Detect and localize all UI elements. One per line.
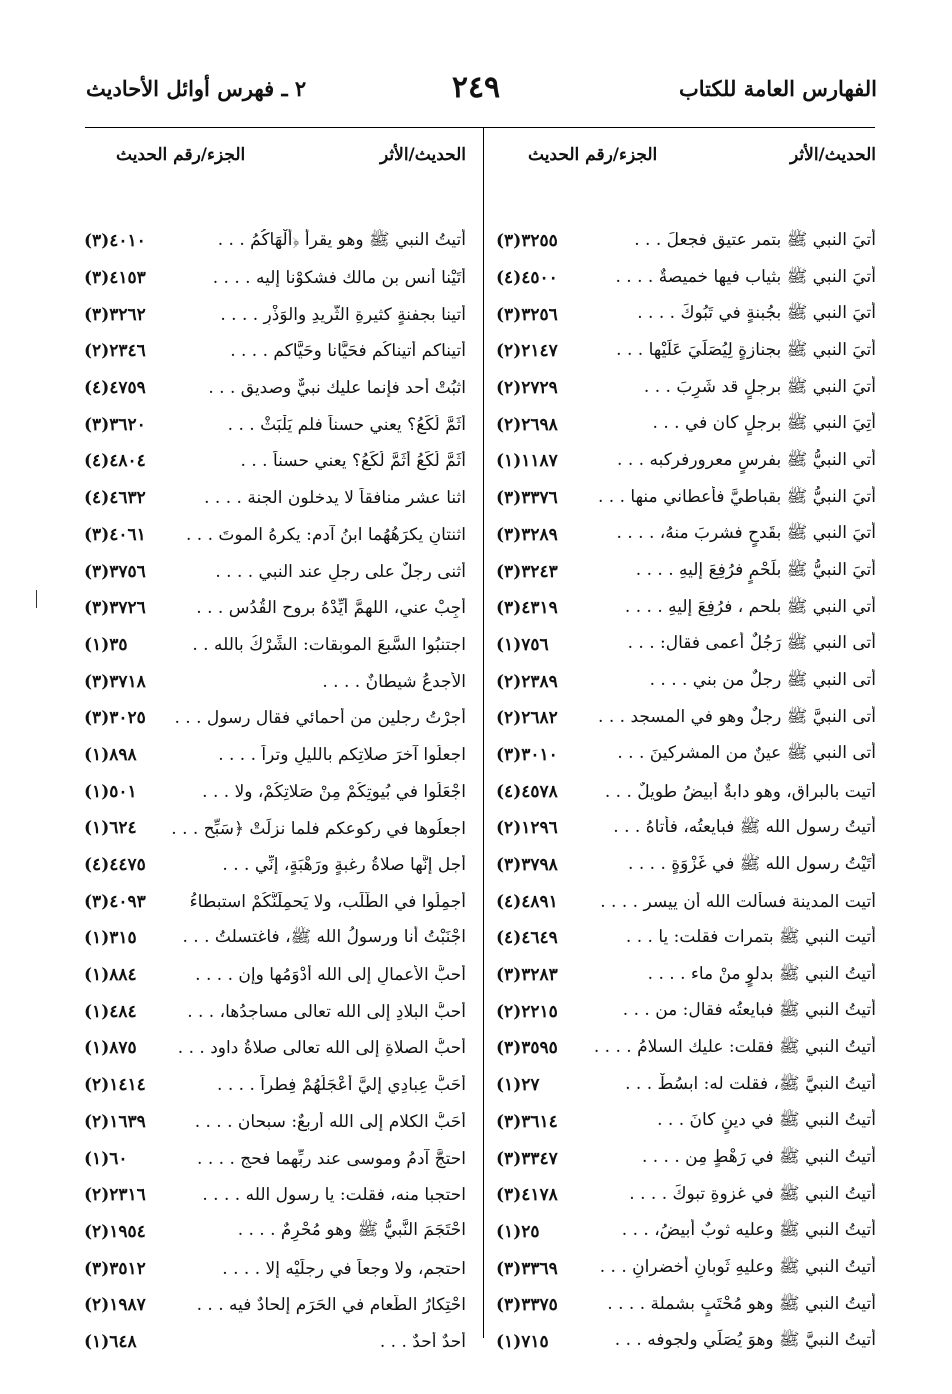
hadith-reference: ١٩٥٤(٢): [84, 1221, 146, 1242]
hadith-reference: ٣٧٩٨(٣): [496, 855, 558, 876]
hadith-text: أَحَبُّ الكلام إلى الله أربعٌ: سبحان . . . .: [194, 1111, 466, 1132]
index-entry: [84, 627, 466, 664]
hadith-reference: ٣٥٩٥(٣): [496, 1038, 558, 1059]
ref-column-heading: الجزء/رقم الحديث: [528, 145, 658, 165]
hadith-reference: ١٦٣٩(٢): [84, 1111, 146, 1132]
hadith-reference: ٧٥٦(١): [496, 634, 549, 655]
index-entry: [84, 920, 466, 957]
index-entry: [496, 553, 876, 590]
index-entry: [84, 700, 466, 737]
hadith-text: أتيتُ النبي ﷺ في دينٍ كانَ . . .: [657, 1110, 876, 1131]
index-entry: [496, 296, 876, 333]
index-entry: [496, 957, 876, 994]
hadith-reference: ٦٤٨(١): [84, 1331, 137, 1352]
hadith-reference: ٢٧(١): [496, 1075, 540, 1096]
hadith-text: أجمِلُوا في الطَّلَب، ولا يَحمِلَنَّكُمْ استبطاءُ: [189, 891, 466, 912]
hadith-text: أتيت المدينة فسألت الله أن ييسر . . . .: [600, 891, 876, 912]
index-entry: [496, 223, 876, 260]
index-entry: [496, 920, 876, 957]
index-entry: [84, 1250, 466, 1287]
hadith-text: اجعلُوها في ركوعكم فلما نزلَتْ ﴿سَبِّحِ . . .: [171, 818, 466, 839]
hadith-reference: ٣٢٦٢(٣): [84, 304, 146, 325]
hadith-reference: ٤٨٤(١): [84, 1001, 137, 1022]
index-entry: [496, 406, 876, 443]
hadith-reference: ٣٧٢٦(٣): [84, 598, 146, 619]
hadith-reference: ٨٩٨(١): [84, 744, 137, 765]
hadith-reference: ٣٠٢٥(٣): [84, 708, 146, 729]
hadith-reference: ٤٦٤٩(٤): [496, 928, 558, 949]
index-entry: [84, 1177, 466, 1214]
index-entry: [496, 993, 876, 1030]
hadith-text: أتي النبي ﷺ بلحم ، فرُفِعَ إليهِ . . . .: [624, 596, 876, 617]
index-entry: [84, 1324, 466, 1361]
index-entry: [84, 663, 466, 700]
index-entry: [84, 370, 466, 407]
left-column: [84, 140, 466, 1360]
hadith-text: احْتِكارُ الطَّعامِ في الحَرَمِ إلحادٌ فيه . . .: [196, 1295, 466, 1316]
index-entry: [496, 333, 876, 370]
hadith-reference: ٣٣٧٥(٣): [496, 1295, 558, 1316]
hadith-reference: ١٤١٤(٢): [84, 1075, 146, 1096]
index-entry: [496, 1324, 876, 1361]
hadith-text: أتى النبيَّ ﷺ رجلٌ وهو في المسجد . . .: [598, 706, 876, 727]
hadith-text: أحبُّ البلادِ إلى الله تعالى مساجدُها، . . .: [187, 1001, 466, 1022]
hadith-reference: ٢٣١٦(٢): [84, 1185, 146, 1206]
hadith-text: احتجم، ولا وجعاً في رجلَيْه إلا . . . .: [222, 1258, 466, 1279]
index-entry: [496, 1287, 876, 1324]
index-entry: [496, 1250, 876, 1287]
hadith-text: اجعلُوا آخرَ صلاتِكم بالليلِ وتراً . . . .: [218, 744, 466, 765]
hadith-reference: ٤١٧٨(٣): [496, 1185, 558, 1206]
hadith-text: أُتيَ النبي ﷺ بثياب فيها خميصةٌ . . . .: [615, 266, 876, 287]
left-column-header: [84, 140, 466, 170]
hadith-reference: ٢٣٨٩(٢): [496, 671, 558, 692]
hadith-reference: ٤٨٩١(٤): [496, 891, 558, 912]
hadith-text: أتى النبي ﷺ رجلٌ من بني . . . .: [649, 670, 876, 691]
hadith-reference: ٣٧١٨(٣): [84, 671, 146, 692]
right-column-header: [496, 140, 876, 170]
hadith-reference: ٣٧٥٦(٣): [84, 561, 146, 582]
index-entry: [84, 773, 466, 810]
hadith-reference: ٣٥١٢(٣): [84, 1258, 146, 1279]
index-entry: [496, 1214, 876, 1251]
hadith-reference: ٢١٤٧(٢): [496, 341, 558, 362]
index-entry: [496, 370, 876, 407]
hadith-reference: ٢٦٩٨(٢): [496, 414, 558, 435]
hadith-reference: ٤٣١٩(٣): [496, 598, 558, 619]
hadith-text: اثنا عشر منافقاً لا يدخلون الجنة . . . .: [204, 488, 466, 509]
index-entry: [496, 443, 876, 480]
index-entry: [496, 627, 876, 664]
hadith-text: احتجبا منه، فقلت: يا رسول الله . . . .: [202, 1185, 466, 1206]
index-entry: [84, 737, 466, 774]
hadith-text: اجتنبُوا السَّبعَ الموبقات: الشِّرْكُ بالله . .: [192, 634, 466, 655]
index-entry: [84, 517, 466, 554]
hadith-reference: ٤٧٥٩(٤): [84, 378, 146, 399]
index-entry: [84, 810, 466, 847]
hadith-reference: ٣٦٢٠(٣): [84, 414, 146, 435]
index-entry: [496, 810, 876, 847]
hadith-text: أتيناكم أتيناكُم فحَيَّانا وحَيَّاكم . . . .: [230, 341, 466, 362]
index-entry: [496, 1140, 876, 1177]
hadith-text: أتيت النبي ﷺ بتمرات فقلت: يا . . .: [625, 926, 876, 947]
index-entry: [84, 553, 466, 590]
hadith-text: أتَيْنا أنس بن مالك فشكوْنا إليه . . . .: [212, 268, 466, 289]
hadith-text: أُتِيَ النبي ﷺ برجلٍ كان في . . .: [652, 413, 876, 434]
index-entry: [496, 663, 876, 700]
hadith-text: أحبُّ الأعمالِ إلى الله أدْوَمُها وإن . . . .: [195, 965, 466, 986]
hadith-text: أتيتُ النبي ﷺ وعليهِ ثَوبانِ أخضرانِ . . .: [599, 1257, 876, 1278]
right-column-list: [496, 223, 876, 1360]
hadith-reference: ٣٢٥٦(٣): [496, 304, 558, 325]
hadith-text: أتيتُ النبي ﷺ في رَهْطٍ مِن . . . .: [641, 1147, 876, 1168]
hadith-reference: ٢٥(١): [496, 1221, 540, 1242]
hadith-text: أَثَمَّ لُكَعُ أَثَمَّ لُكَعُ؟ يعني حسناً . . .: [240, 451, 466, 472]
hadith-reference: ٤٠٩٣(٣): [84, 891, 146, 912]
hadith-reference: ٤١٥٣(٣): [84, 268, 146, 289]
hadith-text: أتى النبي ﷺ رَجُلٌ أَعمى فقال: . . .: [627, 633, 876, 654]
hadith-reference: ٣٢٤٣(٣): [496, 561, 558, 582]
index-entry: [496, 1104, 876, 1141]
hadith-text: اجْعَلُوا في بُيوتِكُمْ مِنْ صَلاتِكُمْ، ولا . . .: [202, 781, 466, 802]
ref-column-heading: الجزء/رقم الحديث: [116, 145, 246, 165]
hadith-reference: ٣٢٥٥(٣): [496, 231, 558, 252]
hadith-reference: ٣٣٧٦(٣): [496, 488, 558, 509]
hadith-reference: ٣٢٨٩(٣): [496, 524, 558, 545]
index-entry: [84, 1030, 466, 1067]
hadith-text: أُتيَ النبي ﷺ بجنازةٍ لِيُصَلِّيَ عَلَيْها . . .: [616, 339, 876, 360]
index-entry: [84, 480, 466, 517]
index-entry: [84, 333, 466, 370]
hadith-text: أُتيَ النبيُّ ﷺ بقباطيَّ فأعطاني منها . . .: [597, 486, 876, 507]
hadith-reference: ٣٢٨٣(٣): [496, 965, 558, 986]
index-entry: [496, 260, 876, 297]
hadith-text: أَثَمَّ لُكَعُ؟ يعني حسناً فلم يَلْبَثْ . . .: [227, 414, 466, 435]
hadith-text: أتيتُ النبي ﷺ فبايعتُه فقال: من . . .: [622, 1000, 876, 1021]
hadith-reference: ٣٣٦٩(٣): [496, 1258, 558, 1279]
hadith-text: أتيتُ النبيَّ ﷺ، فقلت له: ابسُطْ . . .: [625, 1073, 876, 1094]
index-entry: [496, 700, 876, 737]
hadith-text: أُتيَ النبيُّ ﷺ بلَحْمٍ فرُفِعَ إليهِ . . . .: [635, 560, 876, 581]
hadith-text: أَحَبُّ عِبادِي إليَّ أَعْجَلُهُمْ فِطراً . . . .: [217, 1075, 466, 1096]
hadith-reference: ٧١٥(١): [496, 1331, 549, 1352]
index-entry: [84, 847, 466, 884]
index-entry: [84, 260, 466, 297]
index-entry: [84, 1287, 466, 1324]
hadith-reference: ١٩٨٧(٢): [84, 1295, 146, 1316]
index-entry: [84, 957, 466, 994]
section-title: ٢ ـ فهرس أوائل الأحاديث: [86, 76, 307, 101]
hadith-reference: ٣٠١٠(٣): [496, 744, 558, 765]
hadith-text: أتيتُ النبي ﷺ وعليه ثوبٌ أبيضُ، . . .: [621, 1220, 876, 1241]
index-entry: [84, 590, 466, 627]
page-number: ٢٤٩: [451, 70, 501, 105]
hadith-text: أتيتُ النبي ﷺ وهو يقرأ ﴿أَلْهَاكُمُ . . .: [217, 229, 466, 250]
hadith-column-heading: الحديث/الأثر: [380, 145, 466, 165]
index-entry: [496, 480, 876, 517]
hadith-reference: ٨٧٥(١): [84, 1038, 137, 1059]
hadith-text: أُتينا بجفنةٍ كثيرةِ الثَّريدِ والوَذْرِ . . . .: [220, 304, 466, 325]
hadith-reference: ٢٧٢٩(٢): [496, 378, 558, 399]
index-entry: [84, 993, 466, 1030]
hadith-text: احتجَّ آدمُ وموسى عند ربِّهما فحج . . . .: [197, 1148, 466, 1169]
hadith-text: أُتيَ النبي ﷺ بقَدحٍ فشربَ منهُ، . . . .: [616, 523, 876, 544]
hadith-text: أجرْتُ رجلين من أحمائي فقال رسول . . .: [174, 708, 466, 729]
header-rule: [85, 127, 875, 128]
hadith-text: أتيتُ النبيَّ ﷺ وهوَ يُصَلِّي ولجوفه . . .: [614, 1330, 876, 1351]
index-entry: [496, 517, 876, 554]
hadith-text: اجْنَبْتُ أنا ورسولُ الله ﷺ، فاغتسلتُ . . .: [182, 926, 466, 947]
index-entry: [496, 773, 876, 810]
hadith-reference: ٢٦٨٢(٢): [496, 708, 558, 729]
hadith-column-heading: الحديث/الأثر: [790, 145, 876, 165]
index-entry: [496, 590, 876, 627]
index-entry: [496, 847, 876, 884]
hadith-reference: ٤٠٦١(٣): [84, 524, 146, 545]
hadith-text: أُتيَ النبي ﷺ برجلٍ قد شَرِبَ . . .: [643, 376, 876, 397]
hadith-text: أتيتُ النبي ﷺ وهو مُحْتَبٍ بشملة . . . .: [607, 1293, 876, 1314]
hadith-text: أُتيَ النبي ﷺ بتمر عتيق فجعلَ . . .: [634, 229, 876, 250]
index-entry: [496, 1177, 876, 1214]
hadith-text: الأجدعُ شيطانٌ . . . .: [322, 671, 466, 692]
hadith-text: أتيتُ النبي ﷺ فقلت: عليك السلامُ . . . .: [593, 1036, 876, 1057]
index-entry: [84, 296, 466, 333]
hadith-text: أَتَيْتُ رسول الله ﷺ في غَزْوَةٍ . . . .: [628, 853, 876, 874]
index-entry: [496, 1067, 876, 1104]
index-entry: [84, 1214, 466, 1251]
hadith-reference: ١٢٩٦(٢): [496, 818, 558, 839]
index-entry: [84, 883, 466, 920]
hadith-reference: ٤٥٧٨(٤): [496, 781, 558, 802]
hadith-text: أحبُّ الصلاةِ إلى الله تعالى صلاةُ داود . . .: [177, 1038, 466, 1059]
hadith-reference: ٦٠(١): [84, 1148, 128, 1169]
hadith-text: اثنتانِ يكرَهُهُما ابنُ آدم: يكرهُ الموتَ . . .: [186, 524, 466, 545]
hadith-text: أتي النبيُّ ﷺ بفرسٍ معرورفركبه . . .: [617, 449, 876, 470]
hadith-text: أتى النبي ﷺ عينٌ من المشركينَ . . .: [617, 743, 876, 764]
hadith-reference: ١١٨٧(١): [496, 451, 558, 472]
left-column-list: [84, 223, 466, 1360]
index-entry: [84, 443, 466, 480]
hadith-reference: ٢٢١٥(٢): [496, 1001, 558, 1022]
index-entry: [496, 737, 876, 774]
hadith-text: أثنى رجلٌ على رجلٍ عند النبي . . . .: [215, 561, 466, 582]
right-column: [496, 140, 876, 1360]
hadith-reference: ٣٦١٤(٣): [496, 1111, 558, 1132]
hadith-text: أتيتُ النبي ﷺ في غزوةِ تبوكَ . . . .: [629, 1183, 876, 1204]
hadith-reference: ٦٢٤(١): [84, 818, 137, 839]
column-divider: [483, 128, 484, 1338]
margin-mark: [36, 590, 37, 608]
hadith-text: أتيت بالبراق، وهو دابةٌ أبيضُ طويلٌ . . .: [604, 781, 876, 802]
hadith-reference: ٤٥٠٠(٤): [496, 268, 558, 289]
index-entry: [496, 883, 876, 920]
hadith-reference: ٢٣٤٦(٢): [84, 341, 146, 362]
hadith-text: أُتيَ النبي ﷺ بجُبنةٍ في تَبُوكَ . . . .: [637, 303, 876, 324]
hadith-text: أتيتُ النبي ﷺ بدلوٍ منْ ماء . . . .: [647, 963, 876, 984]
hadith-text: اثبُتْ أحد فإنما عليك نبيٌّ وصديق . . .: [208, 378, 466, 399]
index-entry: [496, 1030, 876, 1067]
hadith-text: أحدٌ أحدٌ . . .: [379, 1331, 466, 1352]
hadith-reference: ٤٦٣٢(٤): [84, 488, 146, 509]
hadith-reference: ٥٠١(١): [84, 781, 137, 802]
index-entry: [84, 223, 466, 260]
index-entry: [84, 1067, 466, 1104]
index-entry: [84, 1140, 466, 1177]
hadith-text: احْتَجَمَ النَّبيُّ ﷺ وهو مُحْرِمٌ . . . .: [237, 1220, 466, 1241]
running-header-title: الفهارس العامة للكتاب: [678, 76, 877, 101]
hadith-text: أتيتُ رسول الله ﷺ فبايعتُه، فأتاهُ . . .: [613, 816, 876, 837]
hadith-reference: ٤٠١٠(٣): [84, 231, 146, 252]
hadith-text: أجل إنَّها صلاةُ رغبةٍ ورَهْبَةٍ، إنِّي . . .: [222, 855, 466, 876]
index-entry: [84, 1104, 466, 1141]
hadith-reference: ٤٨٠٤(٤): [84, 451, 146, 472]
hadith-reference: ٨٨٤(١): [84, 965, 137, 986]
hadith-reference: ٣١٥(١): [84, 928, 137, 949]
hadith-reference: ٣٥(١): [84, 634, 128, 655]
index-entry: [84, 406, 466, 443]
hadith-reference: ٣٣٤٧(٣): [496, 1148, 558, 1169]
hadith-text: أَجِبْ عني، اللهمَّ أَيِّدْهُ بروحِ القُدُسِ . . .: [196, 598, 466, 619]
hadith-reference: ٤٤٧٥(٤): [84, 855, 146, 876]
